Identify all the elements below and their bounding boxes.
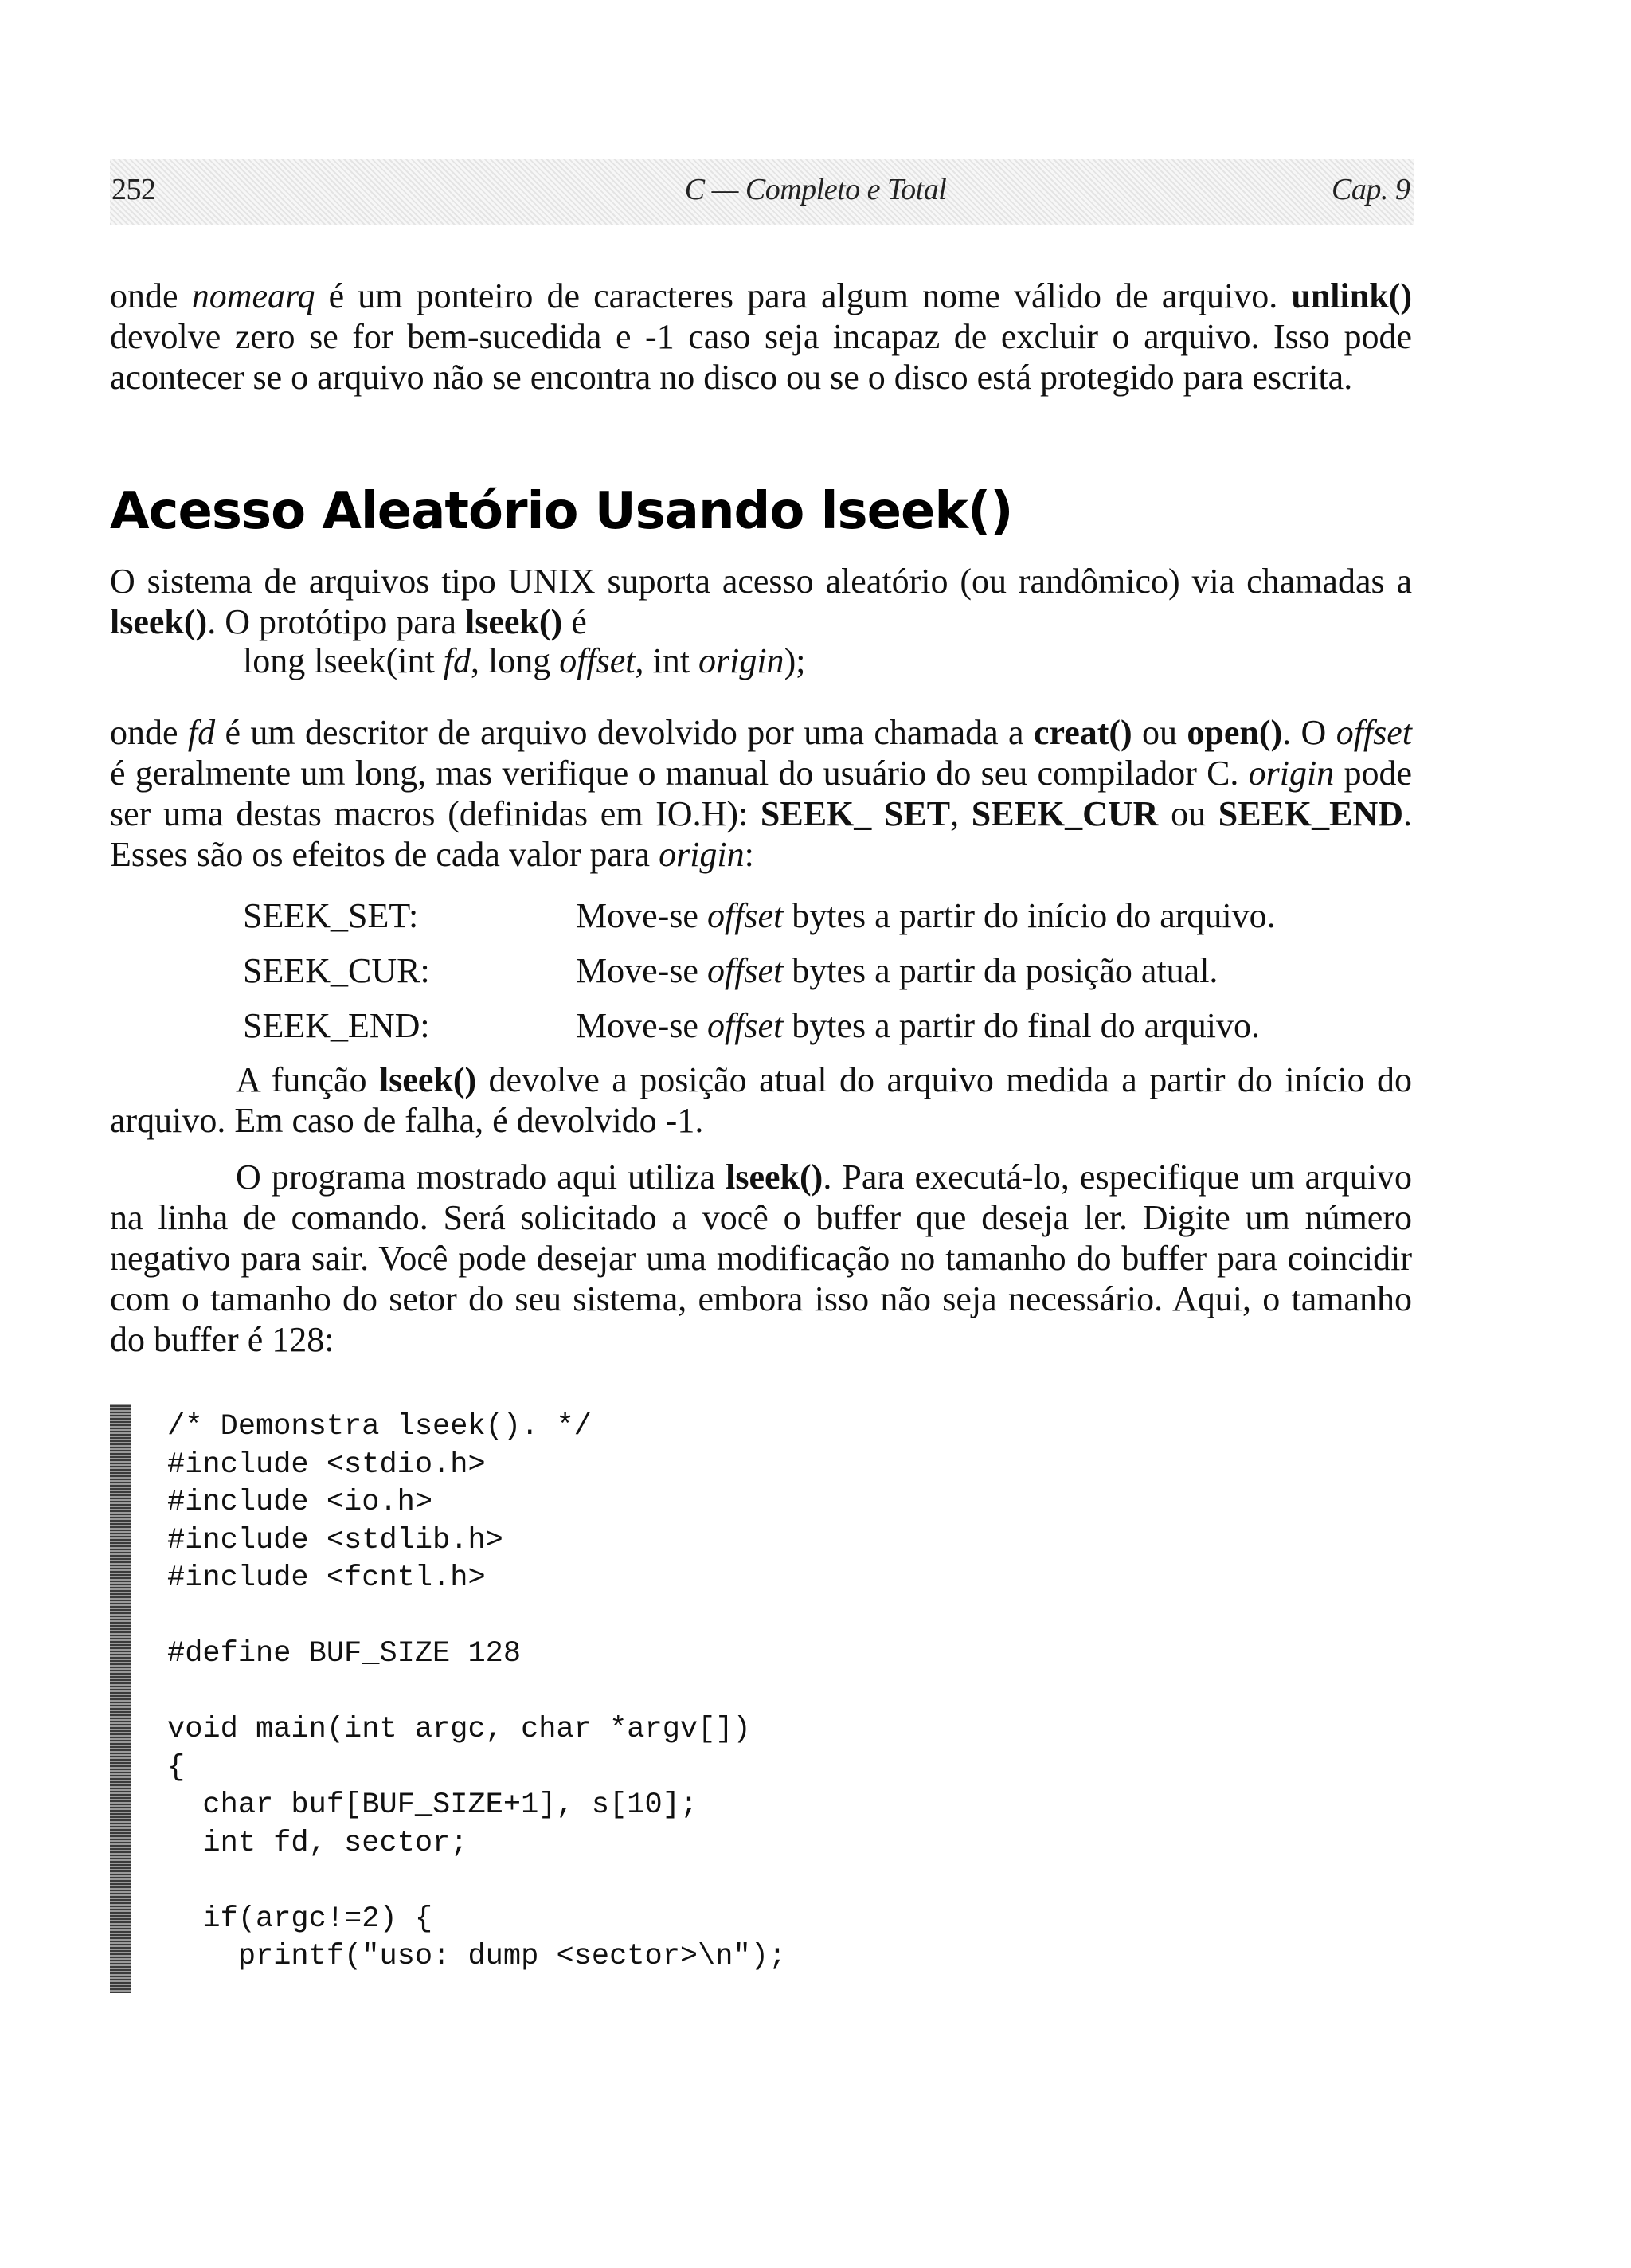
macro-name: SEEK_CUR: <box>243 951 430 990</box>
program-intro-paragraph: O programa mostrado aqui utiliza lseek(). Para executá-lo, especifique um arquivo na linha de comando. Será solicitado a você o buffer que deseja ler. Digite um número negativo para sair. Você pode desejar uma modificação no tamanho do buffer para coincidir com o tamanho do setor do seu sistema, embora isso não seja necessário. Aqui, o tamanho do buffer é 128: <box>110 1158 1413 1359</box>
macro-description: Move-se offset bytes a partir da posição atual. <box>576 951 1218 990</box>
macro-description: Move-se offset bytes a partir do final do arquivo. <box>576 1006 1261 1045</box>
macro-row <box>243 895 1276 950</box>
macro-row <box>243 950 1276 1005</box>
section-heading: Acesso Aleatório Usando lseek() <box>110 482 1013 541</box>
return-value-paragraph: A função lseek() devolve a posição atual do arquivo medida a partir do início do arquivo. Em caso de falha, é devolvido -1. <box>110 1060 1413 1140</box>
macro-name: SEEK_SET: <box>243 896 419 935</box>
page-number: 252 <box>111 173 156 206</box>
code-margin-bar <box>110 1404 131 1993</box>
section-intro-paragraph: O sistema de arquivos tipo UNIX suporta acesso aleatório (ou randômico) via chamadas a lseek(). O protótipo para lseek() é <box>110 562 1412 641</box>
macro-name: SEEK_END: <box>243 1006 430 1045</box>
seek-macro-table <box>243 895 1276 1060</box>
lseek-prototype: long lseek(int fd, long offset, int origin); <box>243 641 806 680</box>
book-title: C — Completo e Total <box>684 173 947 206</box>
chapter-label: Cap. 9 <box>1332 173 1410 206</box>
explain-paragraph: onde fd é um descritor de arquivo devolvido por uma chamada a creat() ou open(). O offset é geralmente um long, mas verifique o manual do usuário do seu compilador C. origin pode ser uma destas macros (definidas em IO.H): SEEK_ SET, SEEK_CUR ou SEEK_END. Esses são os efeitos de cada valor para origin: <box>110 713 1413 874</box>
macro-description: Move-se offset bytes a partir do início do arquivo. <box>576 896 1276 935</box>
macro-row <box>243 1005 1276 1060</box>
intro-paragraph: onde nomearq é um ponteiro de caracteres para algum nome válido de arquivo. unlink() devolve zero se for bem-sucedida e -1 caso seja incapaz de excluir o arquivo. Isso pode acontecer se o arquivo não se encontra no disco ou se o disco está protegido para escrita. <box>110 276 1412 397</box>
code-listing: /* Demonstra lseek(). */ #include <stdio.h> #include <io.h> #include <stdlib.h> #include <fcntl.h> #define BUF_SIZE 128 void main(int argc, char *argv[]) { char buf[BUF_SIZE+1], s[10]; int fd, sector; if(argc!=2) { printf("uso: dump <sector>\n"); <box>167 1410 787 1973</box>
